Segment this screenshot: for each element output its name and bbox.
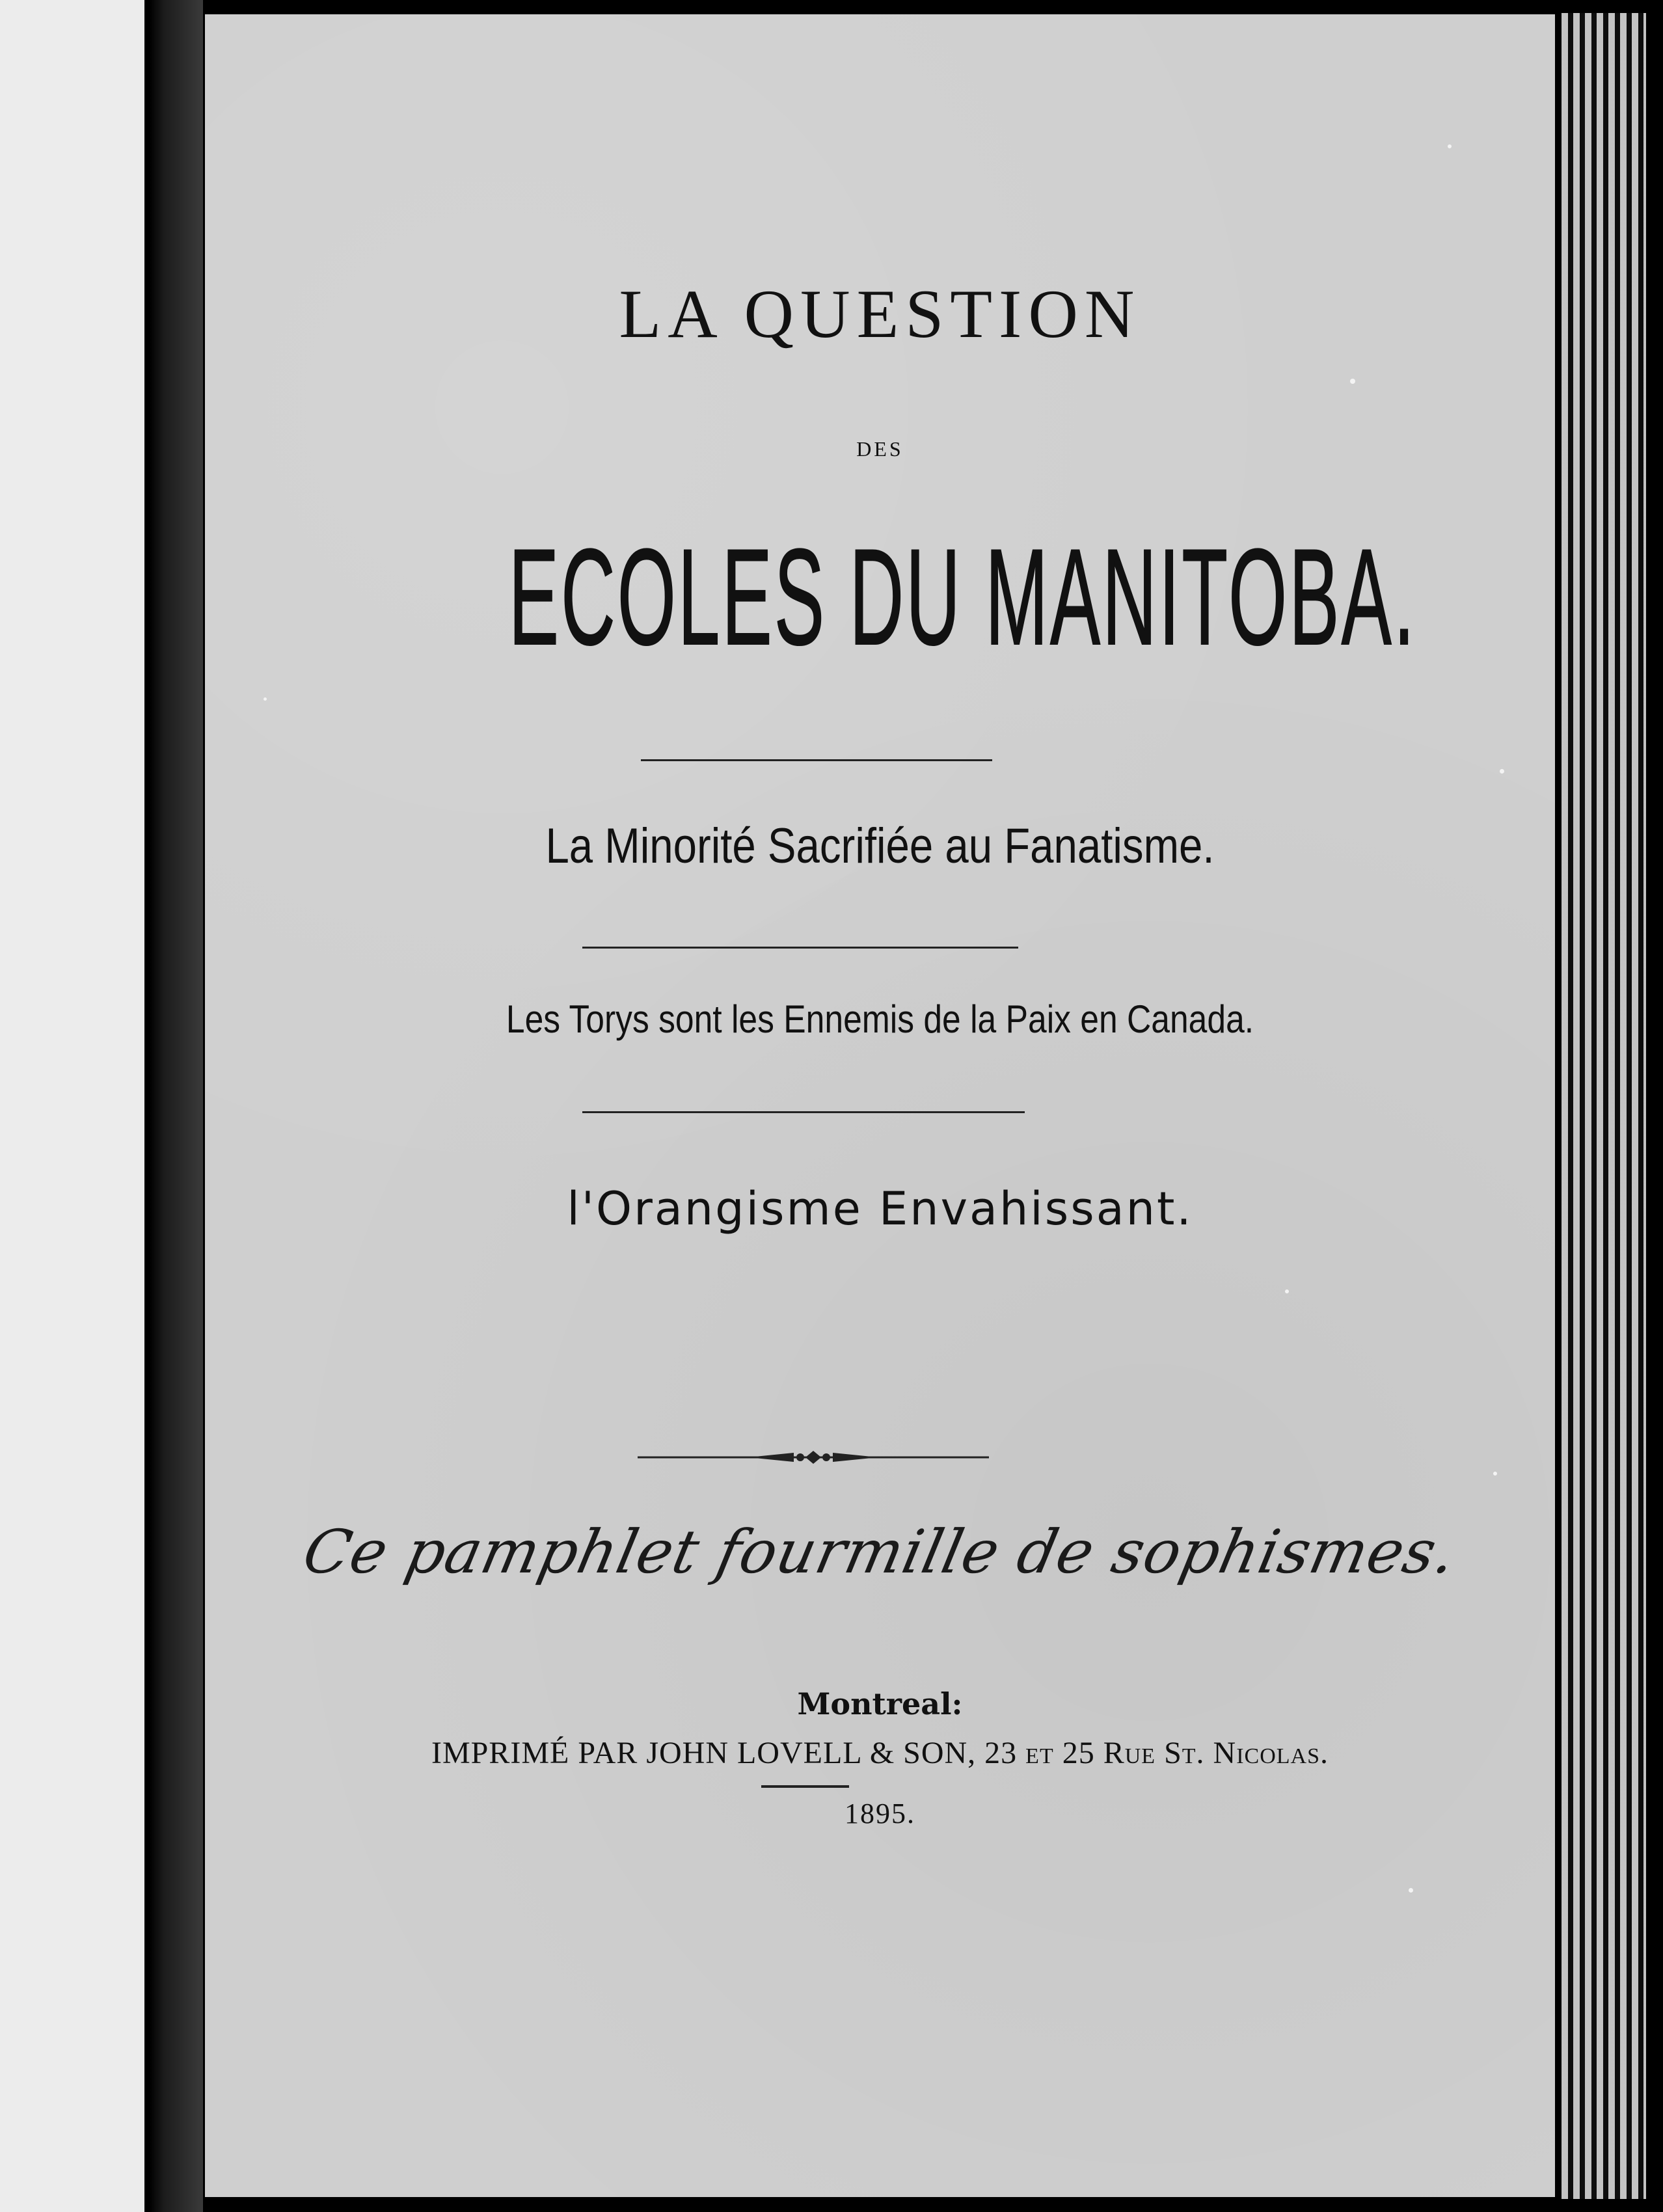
scan-speck [1409,1888,1413,1893]
printer-text-small: T [1182,1744,1197,1768]
printer-text: IMPRIMÉ PAR JOHN LOVELL & SON, 23 [431,1736,1018,1770]
subtitle-3: l'Orangisme Envahissant. [567,1182,1193,1235]
printer-text: . [1320,1736,1329,1770]
printer-text-small: ICOLAS [1236,1744,1321,1768]
divider-rule [582,947,1018,949]
divider-rule [761,1785,849,1788]
binding-shadow [144,0,203,2212]
title-connector: DES [856,437,904,461]
publication-year: 1895. [845,1798,915,1829]
scan-speck [1350,379,1355,384]
scan-speck [1448,144,1452,148]
facing-page-edge [0,0,144,2212]
publication-city: Montreal: [797,1686,963,1721]
scan-speck [1285,1289,1289,1293]
ornamental-rule [638,1449,989,1466]
title-line-1: LA QUESTION [619,276,1141,352]
scan-speck [1500,769,1504,774]
printer-text: . N [1196,1736,1237,1770]
printer-text-small: UE [1124,1744,1156,1768]
handwritten-annotation: Ce pamphlet fourmille de sophismes. [297,1517,1463,1587]
scan-speck [1493,1472,1497,1476]
divider-rule [582,1111,1025,1113]
scan-speck [264,697,267,701]
title-page [205,14,1555,2197]
page-edges [1562,13,1646,2199]
subtitle-2: Les Torys sont les Ennemis de la Paix en Canada. [506,997,1254,1041]
main-title: ECOLES DU MANITOBA. [508,520,1417,673]
printer-text: S [1156,1736,1182,1770]
printer-text: 25 R [1062,1736,1125,1770]
subtitle-1: La Minorité Sacrifiée au Fanatisme. [545,818,1215,874]
divider-rule [641,759,992,761]
printer-et: ET [1025,1744,1054,1768]
printer-line [205,1735,1555,1771]
